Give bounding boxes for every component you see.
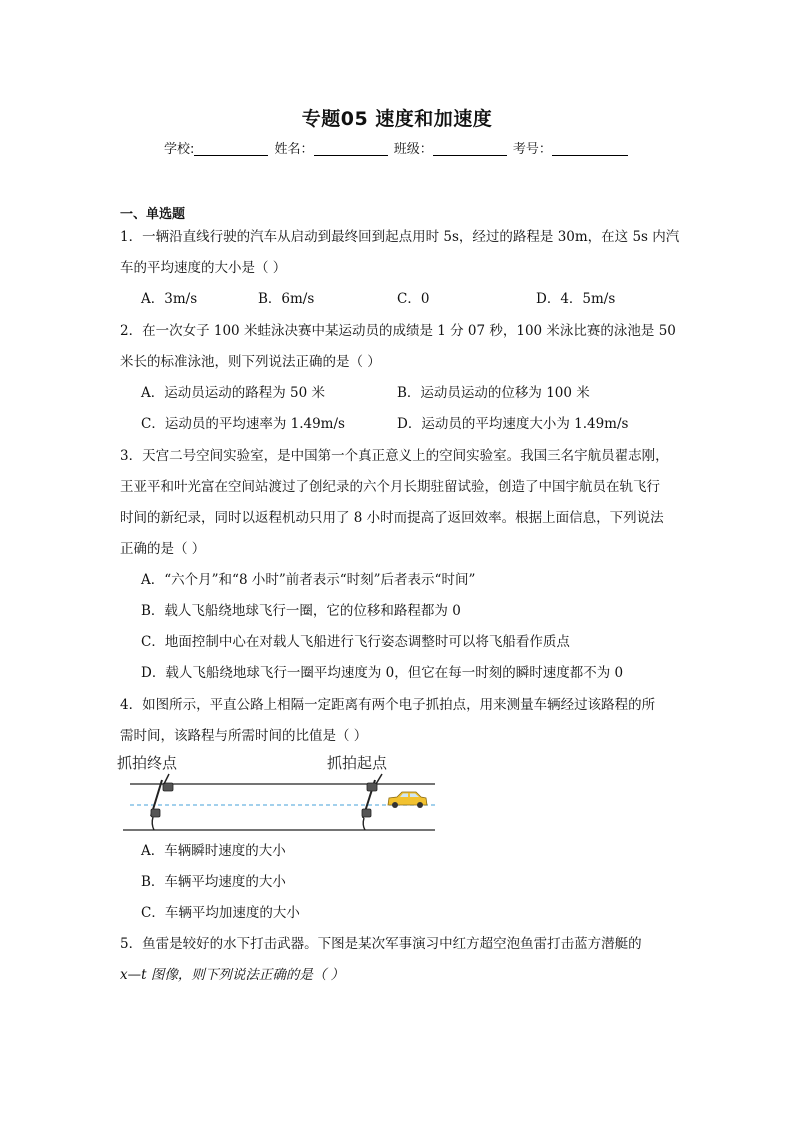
q3-stem-line2: 王亚平和叶光富在空间站渡过了创纪录的六个月长期驻留试验，创造了中国宇航员在轨飞行	[120, 479, 660, 495]
q2-option-c: C．运动员的平均速率为 1.49m/s	[141, 416, 345, 432]
q4-stem-line2: 需时间，该路程与所需时间的比值是（ ）	[120, 728, 368, 744]
q3-option-b: B．载人飞船绕地球飞行一圈，它的位移和路程都为 0	[141, 603, 461, 619]
q2-option-a: A．运动员运动的路程为 50 米	[141, 385, 326, 401]
class-label: 班级：	[393, 142, 433, 157]
camera-start-icon	[362, 774, 382, 830]
q1-option-b: B．6m/s	[258, 291, 315, 307]
name-blank	[314, 141, 388, 156]
exam-number-blank	[552, 141, 628, 156]
page-title: 专题05 速度和加速度	[301, 108, 493, 130]
car-icon	[388, 792, 427, 808]
q4-option-c: C．车辆平均加速度的大小	[141, 905, 300, 921]
q1-option-d: D．4．5m/s	[536, 291, 616, 307]
q3-stem-line3: 时间的新纪录，同时以返程机动只用了 8 小时而提高了返回效率。根据上面信息，下列说法	[120, 510, 664, 526]
q2-stem-line2: 米长的标准泳池，则下列说法正确的是（ ）	[120, 354, 381, 370]
q2-option-d: D．运动员的平均速度大小为 1.49m/s	[397, 416, 629, 432]
q3-option-a: A．“六个月”和“8 小时”前者表示“时刻”后者表示“时间”	[141, 572, 476, 588]
school-label: 学校:	[164, 142, 195, 157]
q4-option-b: B．车辆平均速度的大小	[141, 874, 286, 890]
q1-stem-line1: 1．一辆沿直线行驶的汽车从启动到最终回到起点用时 5s，经过的路程是 30m，在这 5s 内汽	[120, 229, 680, 245]
q5-stem-line2: x—t 图像，则下列说法正确的是（ ）	[120, 967, 345, 983]
q3-stem-line4: 正确的是（ ）	[120, 541, 206, 557]
name-label: 姓名：	[274, 142, 314, 157]
q4-road-figure	[115, 750, 445, 838]
q2-stem-line1: 2．在一次女子 100 米蛙泳决赛中某运动员的成绩是 1 分 07 秒，100 米泳比赛的泳池是 50	[120, 323, 676, 339]
section-heading: 一、单选题	[120, 207, 186, 222]
exam-number-label: 考号：	[512, 142, 552, 157]
student-info-row	[164, 138, 630, 157]
q1-stem-line2: 车的平均速度的大小是（ ）	[120, 260, 287, 276]
q2-option-b: B．运动员运动的位移为 100 米	[397, 385, 590, 401]
school-blank	[194, 141, 268, 156]
q4-label-end: 抓拍终点	[117, 754, 178, 772]
q3-option-d: D．载人飞船绕地球飞行一圈平均速度为 0，但它在每一时刻的瞬时速度都不为 0	[141, 665, 624, 681]
q4-option-a: A．车辆瞬时速度的大小	[141, 843, 286, 859]
q5-stem-line1: 5．鱼雷是较好的水下打击武器。下图是某次军事演习中红方超空泡鱼雷打击蓝方潜艇的	[120, 936, 642, 952]
q1-option-a: A．3m/s	[141, 291, 198, 307]
class-blank	[433, 141, 507, 156]
q1-option-c: C．0	[397, 291, 430, 307]
q3-stem-line1: 3．天宫二号空间实验室，是中国第一个真正意义上的空间实验室。我国三名宇航员翟志刚，	[120, 448, 669, 464]
q4-label-start: 抓拍起点	[327, 754, 388, 772]
camera-end-icon	[151, 774, 173, 830]
q3-option-c: C．地面控制中心在对载人飞船进行飞行姿态调整时可以将飞船看作质点	[141, 634, 570, 650]
q4-stem-line1: 4．如图所示，平直公路上相隔一定距离有两个电子抓拍点，用来测量车辆经过该路程的所	[120, 697, 656, 713]
